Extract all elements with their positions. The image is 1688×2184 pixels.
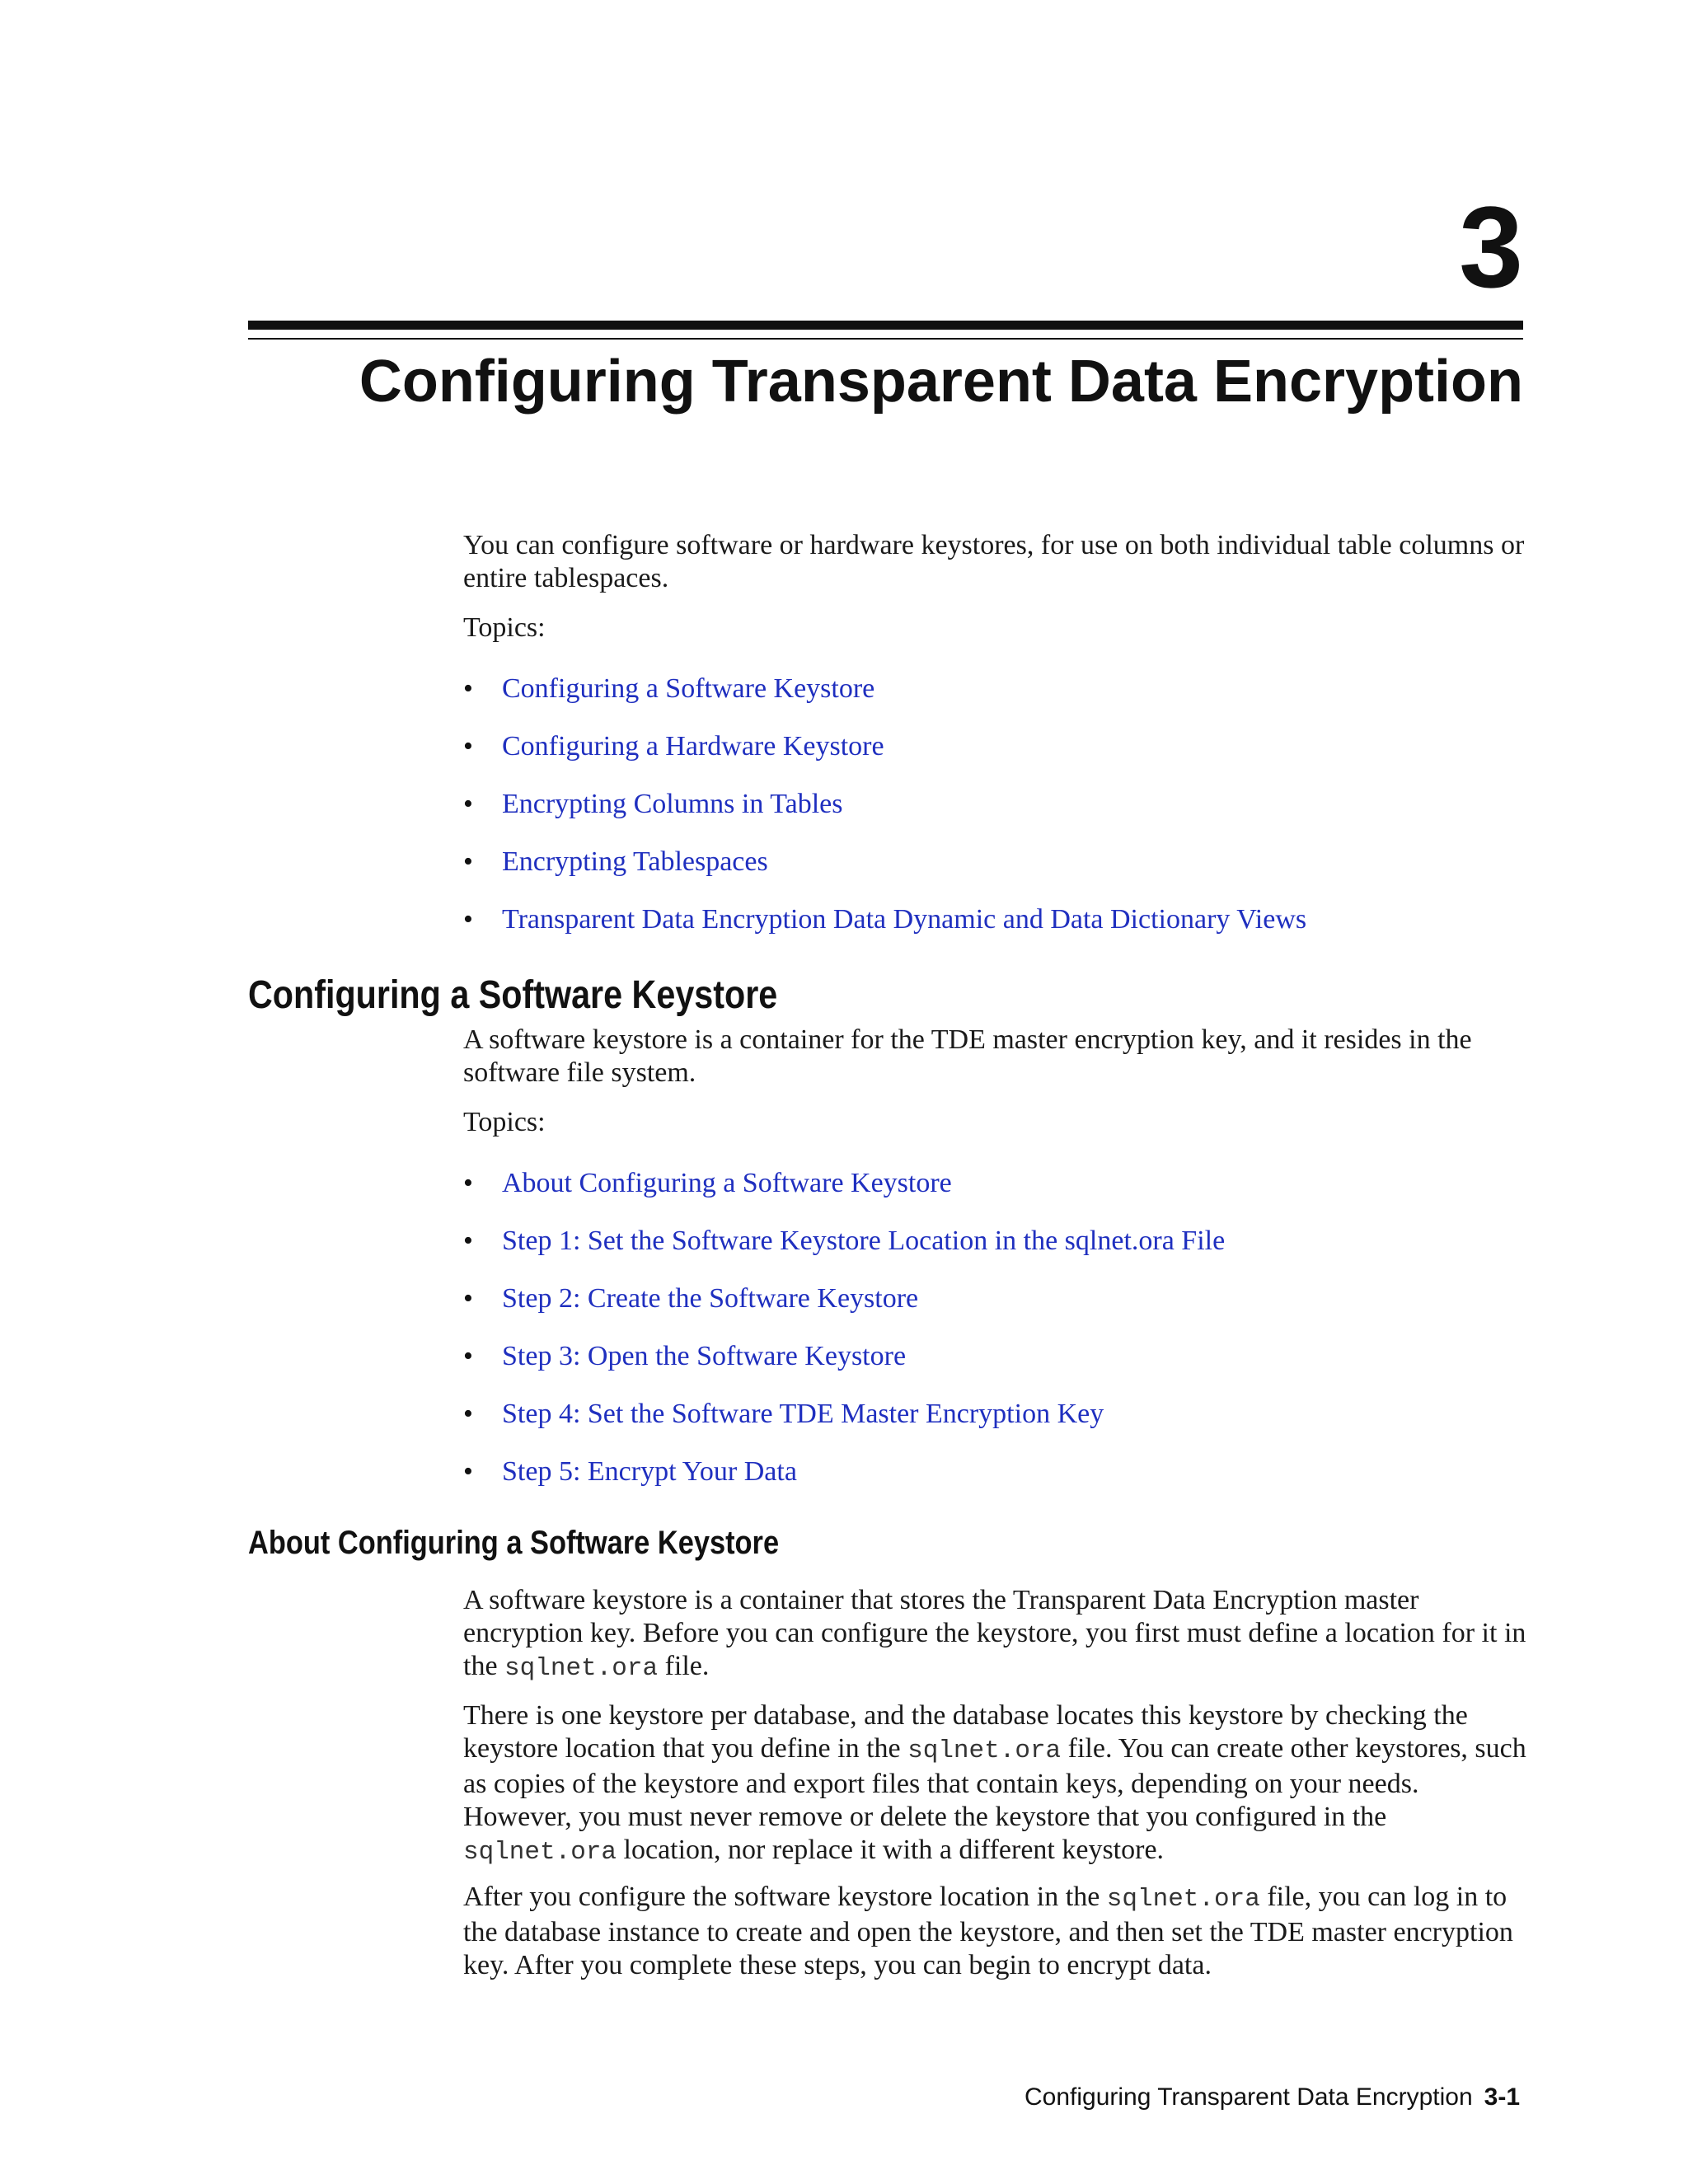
topic-link-hardware-keystore[interactable]: Configuring a Hardware Keystore bbox=[502, 731, 884, 762]
subsection-paragraph-1 bbox=[463, 1584, 1526, 1685]
p3-text-a: After you configure the software keystore location in the bbox=[463, 1882, 1107, 1912]
topic-link-step-3[interactable]: Step 3: Open the Software Keystore bbox=[502, 1341, 907, 1371]
bullet-icon: • bbox=[463, 1283, 473, 1314]
section-paragraph: A software keystore is a container for the TDE master encryption key, and it resides in the software file system. bbox=[463, 1024, 1472, 1088]
subsection-heading: About Configuring a Software Keystore bbox=[248, 1525, 780, 1561]
chapter-rule-thick bbox=[248, 321, 1523, 330]
section-topics-label: Topics: bbox=[463, 1107, 546, 1137]
intro-topics-label: Topics: bbox=[463, 612, 546, 643]
p1-text-a: A software keystore is a container that stores the Transparent Data Encryption master encryption key. Before you can configure the keystore, you first must define a location for it in the bbox=[463, 1585, 1526, 1681]
p2-text-a: There is one keystore per database, and the database locates this keystore by checking the keystore location that you define in the bbox=[463, 1700, 1468, 1764]
bullet-icon: • bbox=[463, 673, 473, 704]
chapter-rule-thin bbox=[248, 338, 1523, 340]
p2-text-c: location, nor replace it with a different keystore. bbox=[617, 1835, 1165, 1865]
footer-title: Configuring Transparent Data Encryption bbox=[1025, 2083, 1473, 2111]
chapter-number: 3 bbox=[1459, 182, 1523, 312]
topic-link-step-2[interactable]: Step 2: Create the Software Keystore bbox=[502, 1283, 919, 1314]
bullet-icon: • bbox=[463, 1341, 473, 1371]
subsection-paragraph-2 bbox=[463, 1699, 1526, 1869]
code-sqlnet-ora: sqlnet.ora bbox=[463, 1838, 617, 1867]
page-number: 3-1 bbox=[1484, 2083, 1520, 2111]
subsection-paragraph-3 bbox=[463, 1881, 1526, 1982]
bullet-icon: • bbox=[463, 904, 473, 935]
topic-link-step-5[interactable]: Step 5: Encrypt Your Data bbox=[502, 1456, 797, 1487]
topic-link-step-1[interactable]: Step 1: Set the Software Keystore Location in the sqlnet.ora File bbox=[502, 1226, 1226, 1256]
p2-text-b: file. You can create other keystores, such as copies of the keystore and export files that contain keys, depending on your needs. However, you must never remove or delete the keystore that you configured in the bbox=[463, 1733, 1526, 1832]
bullet-icon: • bbox=[463, 1399, 473, 1429]
code-sqlnet-ora: sqlnet.ora bbox=[504, 1654, 659, 1683]
bullet-icon: • bbox=[463, 789, 473, 819]
bullet-icon: • bbox=[463, 731, 473, 762]
section-heading: Configuring a Software Keystore bbox=[248, 973, 778, 1017]
topic-link-about[interactable]: About Configuring a Software Keystore bbox=[502, 1168, 952, 1198]
code-sqlnet-ora: sqlnet.ora bbox=[1106, 1885, 1260, 1914]
bullet-icon: • bbox=[463, 1168, 473, 1198]
bullet-icon: • bbox=[463, 1456, 473, 1487]
topic-link-dictionary-views[interactable]: Transparent Data Encryption Data Dynamic and Data Dictionary Views bbox=[502, 904, 1307, 935]
bullet-icon: • bbox=[463, 1226, 473, 1256]
topic-link-step-4[interactable]: Step 4: Set the Software TDE Master Encryption Key bbox=[502, 1399, 1104, 1429]
page-footer bbox=[1025, 2083, 1520, 2111]
intro-paragraph: You can configure software or hardware keystores, for use on both individual table columns or entire tablespaces. bbox=[463, 530, 1525, 593]
topic-link-encrypting-columns[interactable]: Encrypting Columns in Tables bbox=[502, 789, 843, 819]
p3-text-b: file, you can log in to the database instance to create and open the keystore, and then set the TDE master encryption key. After you complete these steps, you can begin to encrypt data. bbox=[463, 1882, 1513, 1980]
topic-link-encrypting-tablespaces[interactable]: Encrypting Tablespaces bbox=[502, 846, 768, 877]
topic-link-software-keystore[interactable]: Configuring a Software Keystore bbox=[502, 673, 875, 704]
bullet-icon: • bbox=[463, 846, 473, 877]
p1-text-b: file. bbox=[658, 1651, 710, 1681]
code-sqlnet-ora: sqlnet.ora bbox=[907, 1736, 1062, 1765]
chapter-title: Configuring Transparent Data Encryption bbox=[359, 349, 1523, 415]
